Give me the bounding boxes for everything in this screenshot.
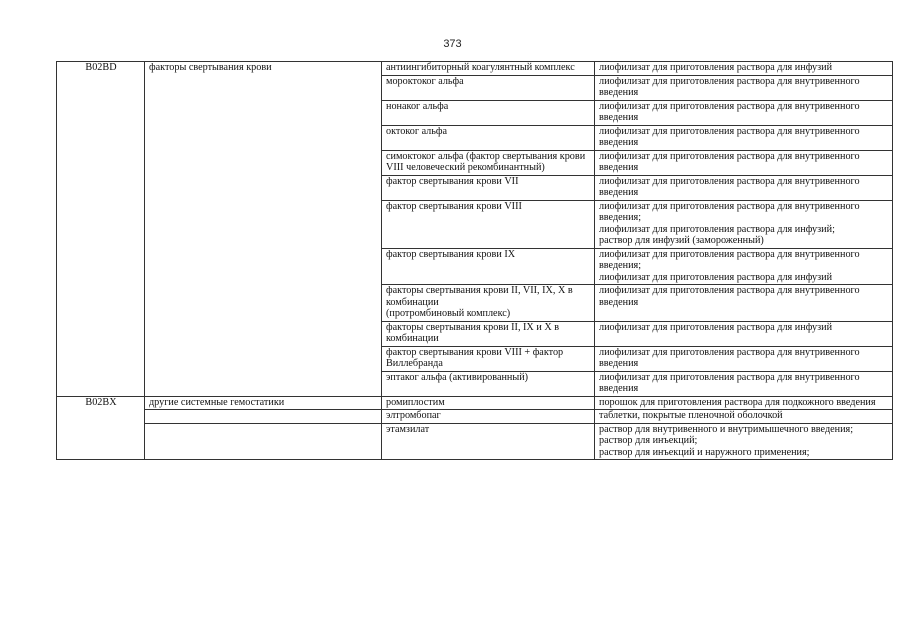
drug-name-cell: элтромбопаг <box>382 410 595 424</box>
dosage-form-cell: лиофилизат для приготовления раствора для внутривенного введения; лиофилизат для приготовления раствора для инфузий <box>595 248 893 285</box>
dosage-form-cell: лиофилизат для приготовления раствора для внутривенного введения <box>595 75 893 100</box>
table-row <box>57 62 893 76</box>
dosage-form-cell: порошок для приготовления раствора для подкожного введения <box>595 396 893 410</box>
drug-name-cell: фактор свертывания крови VIII <box>382 200 595 248</box>
dosage-form-cell: лиофилизат для приготовления раствора для внутривенного введения <box>595 125 893 150</box>
group-name-cell: другие системные гемостатики <box>145 396 382 410</box>
dosage-form-cell: лиофилизат для приготовления раствора для инфузий <box>595 321 893 346</box>
drug-name-cell: факторы свертывания крови II, IX и X в комбинации <box>382 321 595 346</box>
dosage-form-cell: лиофилизат для приготовления раствора для инфузий <box>595 62 893 76</box>
dosage-form-cell: лиофилизат для приготовления раствора для внутривенного введения <box>595 175 893 200</box>
dosage-form-cell: лиофилизат для приготовления раствора для внутривенного введения; лиофилизат для приготовления раствора для инфузий; раствор для инфузий (замороженный) <box>595 200 893 248</box>
dosage-form-cell: лиофилизат для приготовления раствора для внутривенного введения <box>595 150 893 175</box>
table-row <box>57 396 893 410</box>
atc-code-cell: B02BX <box>57 396 145 410</box>
drug-name-cell: мороктоког альфа <box>382 75 595 100</box>
table-body <box>57 62 893 460</box>
drug-name-cell: этамзилат <box>382 423 595 460</box>
drug-name-cell: антиингибиторный коагулянтный комплекс <box>382 62 595 76</box>
atc-code-cell <box>57 410 145 424</box>
atc-code-cell <box>57 423 145 460</box>
drug-name-cell: фактор свертывания крови VIII + фактор Виллебранда <box>382 346 595 371</box>
group-name-cell: факторы свертывания крови <box>145 62 382 397</box>
dosage-form-cell: лиофилизат для приготовления раствора для внутривенного введения <box>595 371 893 396</box>
drug-name-cell: октоког альфа <box>382 125 595 150</box>
dosage-form-cell: лиофилизат для приготовления раствора для внутривенного введения <box>595 346 893 371</box>
dosage-form-cell: лиофилизат для приготовления раствора для внутривенного введения <box>595 285 893 322</box>
atc-code-cell: B02BD <box>57 62 145 397</box>
group-name-cell <box>145 423 382 460</box>
dosage-form-cell: таблетки, покрытые пленочной оболочкой <box>595 410 893 424</box>
drug-name-cell: фактор свертывания крови VII <box>382 175 595 200</box>
drug-name-cell: факторы свертывания крови II, VII, IX, X в комбинации (протромбиновый комплекс) <box>382 285 595 322</box>
group-name-cell <box>145 410 382 424</box>
drug-name-cell: ромиплостим <box>382 396 595 410</box>
drug-name-cell: эптаког альфа (активированный) <box>382 371 595 396</box>
drug-name-cell: симоктоког альфа (фактор свертывания крови VIII человеческий рекомбинантный) <box>382 150 595 175</box>
page-number: 373 <box>443 38 462 50</box>
table-row <box>57 410 893 424</box>
table-row <box>57 423 893 460</box>
dosage-form-cell: лиофилизат для приготовления раствора для внутривенного введения <box>595 100 893 125</box>
drug-table <box>56 61 893 460</box>
drug-name-cell: фактор свертывания крови IX <box>382 248 595 285</box>
drug-name-cell: нонаког альфа <box>382 100 595 125</box>
dosage-form-cell: раствор для внутривенного и внутримышечного введения; раствор для инъекций; раствор для инъекций и наружного применения; <box>595 423 893 460</box>
